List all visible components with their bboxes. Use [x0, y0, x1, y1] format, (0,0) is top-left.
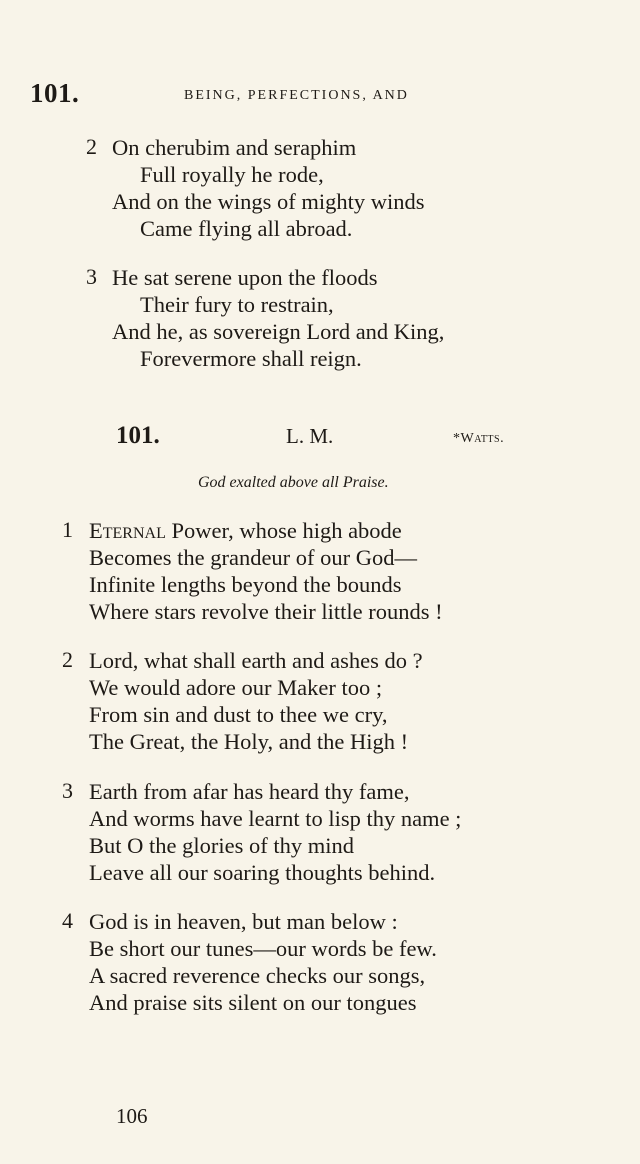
verse-line: Lord, what shall earth and ashes do ? [89, 648, 423, 673]
verse-line: The Great, the Holy, and the High ! [89, 729, 409, 754]
running-header-title: BEING, PERFECTIONS, AND [184, 88, 409, 103]
verse-line: Their fury to restrain, [140, 292, 334, 317]
verse-line: But O the glories of thy mind [89, 833, 354, 858]
verse-line: Forevermore shall reign. [140, 346, 362, 371]
verse-line: God is in heaven, but man below : [89, 909, 398, 934]
verse-line: Earth from afar has heard thy fame, [89, 779, 410, 804]
verse-line: And praise sits silent on our tongues [89, 990, 417, 1015]
verse-line: Becomes the grandeur of our God— [89, 545, 418, 570]
verse-line: Full royally he rode, [140, 162, 324, 187]
verse-number: 2 [86, 134, 97, 159]
verse-line: Came flying all abroad. [140, 216, 353, 241]
verse-line: From sin and dust to thee we cry, [89, 702, 388, 727]
verse-line: We would adore our Maker too ; [89, 675, 383, 700]
verse-number: 3 [86, 264, 97, 289]
first-line-rest: Power, whose high abode [171, 518, 402, 543]
verse-number: 2 [62, 647, 73, 672]
verse-line: And worms have learnt to lisp thy name ; [89, 806, 462, 831]
verse-line: Leave all our soaring thoughts behind. [89, 860, 436, 885]
hymn-number: 101. [116, 422, 160, 449]
hymn-meter: L. M. [286, 424, 334, 448]
hymn-author: *Watts. [453, 431, 505, 446]
verse-line [89, 517, 402, 544]
verse-line: And on the wings of mighty winds [112, 189, 425, 214]
verse-line: On cherubim and seraphim [112, 135, 357, 160]
verse-line: A sacred reverence checks our songs, [89, 963, 426, 988]
verse-number: 3 [62, 778, 73, 803]
verse-number: 4 [62, 908, 73, 933]
verse-line: Where stars revolve their little rounds ! [89, 599, 443, 624]
verse-line: He sat serene upon the floods [112, 265, 378, 290]
verse-line: And he, as sovereign Lord and King, [112, 319, 445, 344]
verse-line: Be short our tunes—our words be few. [89, 936, 437, 961]
page-number: 106 [116, 1104, 148, 1128]
running-header-hymn-number: 101. [30, 78, 80, 108]
verse-number: 1 [62, 517, 73, 542]
verse-line: Infinite lengths beyond the bounds [89, 572, 402, 597]
first-word: Eternal [89, 518, 166, 543]
hymn-subtitle: God exalted above all Praise. [198, 474, 389, 491]
